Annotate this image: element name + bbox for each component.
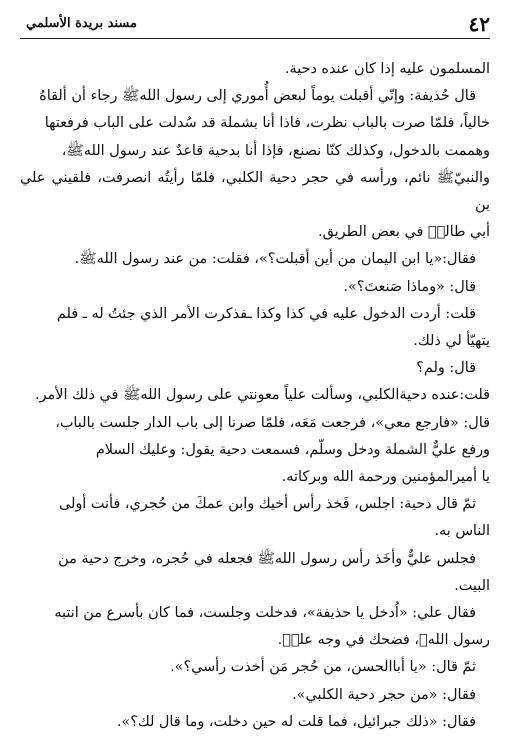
text-line: البيت. (454, 577, 490, 594)
text-line: ثمّ قال: «يا أباالحسن، من حُجر مَن أخذت رأسي؟». (170, 659, 476, 676)
text-line: ورفع عليٌّ الشملة ودخل وسلّم، فسمعت دحية يقول: وعليك السلام (95, 441, 490, 458)
text-line: قلت: أردت الدخول عليه في كذا وكذا ـفذكرت الأمر الذي جئتُ له ـ فلم (56, 305, 476, 322)
text-line: قال: «فارجع معي»، فرجعت مَعَه، فلمّا صرنا إلى باب الدار جلست بالباب، (55, 414, 490, 431)
page-number: ٤٢ (468, 12, 490, 36)
text-line: فقال:«يا ابن اليمان من أين أقبلت؟»، فقلت: من عند رسول اللهﷺ. (74, 251, 476, 268)
text-line: والنبيّﷺ نائم، ورأسه في حجر دحية الكلبي، فلمّا رأيتُه انصرفت، فلقيني علي بن (20, 169, 490, 214)
header-divider (20, 38, 490, 39)
text-line: يا أميرالمؤمنين ورحمة الله وبركاته. (281, 469, 490, 486)
text-line: قال: ولم؟ (416, 360, 476, 377)
text-line: خالياً، فلمّا صرت بالباب نظرت، فاذا أنا بشملة قد سُدلت على الباب فرفعتها (44, 115, 490, 132)
text-line: وهممت بالدخول، وكذلك كنّا نصنع، فإذا أنا بدحية قاعدٌ عند رسول اللهﷺ، (61, 142, 490, 159)
page-header (20, 10, 490, 36)
text-line: قال حُذيفة: وإنّي أقبلت يوماً لبعض أُموري إلى رسول اللهﷺ رجاء أن ألقاهُ (39, 88, 476, 105)
text-line: أبي طالبؑ في بعض الطريق. (318, 224, 490, 241)
text-line: المسلمون عليه إذا كان عنده دحية. (284, 61, 490, 77)
text-line: قال: «وماذا صَنعتَ؟». (343, 278, 476, 295)
text-line: فقال علي: «اُدخل يا حذيفة»، فدخلت وجلست، فما كان بأسرع من انتبه (54, 605, 476, 622)
text-line: فقال: «من حجر دحية الكلبي». (292, 686, 476, 703)
text-line: رسول اللهﷺ، فضحك في وجه عليؑ. (277, 632, 490, 649)
text-line: ثمّ قال دحية: اجلس، فَخذ رأس أخيك وابن عمكَ من حُجري، فأنت أولى (58, 496, 476, 513)
body-text (20, 56, 490, 736)
text-line: يتهيّأ لي ذلك. (413, 333, 490, 350)
text-line: قلت:عنده دحيةالكلبي، وسألت علياً معونتي على رسول اللهﷺ في ذلك الأمر. (35, 387, 490, 404)
text-line: الناس به. (434, 523, 490, 540)
text-line: فجلس عليٌّ وأخَذ رأس رسول اللهﷺ فجعله في حُجره، وخرج دحية من (58, 550, 476, 567)
text-line: فقال: «ذلك جبرائيل، فما قلت له حين دخلت، وما قال لك؟». (116, 713, 476, 730)
running-title: مسند بريدة الأسلمي (26, 16, 137, 31)
